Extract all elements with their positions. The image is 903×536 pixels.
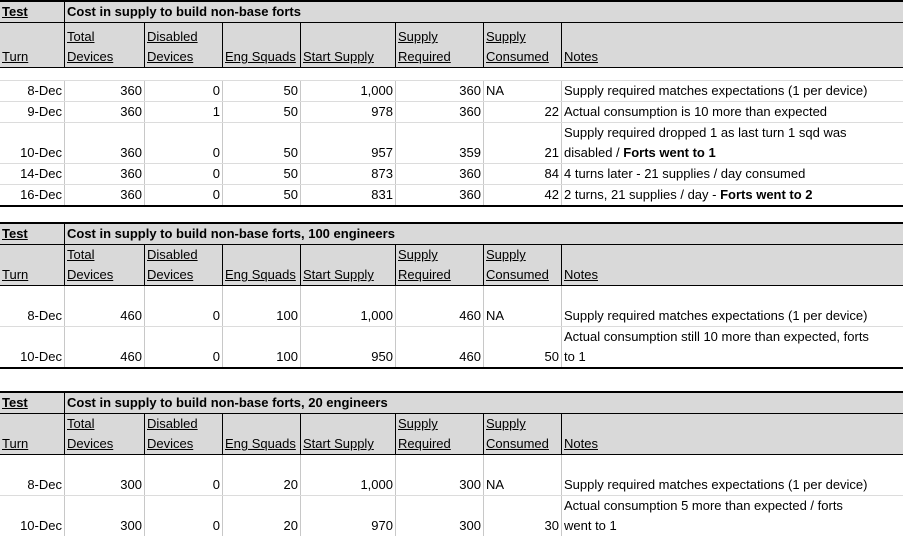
table-row <box>0 327 903 369</box>
disabled-devices-header: Disabled Devices <box>145 245 223 285</box>
supply-required-cell: 300 <box>396 455 484 495</box>
column-header-row <box>0 244 903 286</box>
table-row <box>0 496 903 536</box>
notes-cell <box>562 327 903 367</box>
start-supply-header: Start Supply <box>301 245 396 285</box>
notes-line-2: to 1 <box>564 349 586 364</box>
turn-cell: 9-Dec <box>0 102 65 122</box>
supply-consumed-cell: NA <box>484 455 562 495</box>
start-supply-cell: 1,000 <box>301 286 396 326</box>
section-gap <box>0 369 903 391</box>
supply-required-cell: 460 <box>396 286 484 326</box>
notes-header: Notes <box>562 245 903 285</box>
notes-header: Notes <box>562 414 903 454</box>
section-title-row <box>0 0 903 22</box>
notes-cell: Supply required matches expectations (1 per device) <box>564 308 868 323</box>
disabled-devices-cell: 0 <box>145 327 223 367</box>
table-row <box>0 185 903 207</box>
supply-consumed-cell: 84 <box>484 164 562 184</box>
supply-required-cell: 300 <box>396 496 484 536</box>
start-supply-cell: 873 <box>301 164 396 184</box>
total-devices-cell: 360 <box>65 123 145 163</box>
column-header-row <box>0 22 903 68</box>
start-supply-cell: 978 <box>301 102 396 122</box>
start-supply-cell: 957 <box>301 123 396 163</box>
total-devices-header: Total Devices <box>65 23 145 67</box>
notes-line-2: went to 1 <box>564 518 617 533</box>
supply-required-header: Supply Required <box>396 245 484 285</box>
turn-cell: 10-Dec <box>0 327 65 367</box>
disabled-devices-cell: 0 <box>145 123 223 163</box>
start-supply-cell: 1,000 <box>301 455 396 495</box>
total-devices-cell: 460 <box>65 286 145 326</box>
disabled-devices-cell: 0 <box>145 81 223 101</box>
disabled-devices-header: Disabled Devices <box>145 414 223 454</box>
disabled-devices-cell: 1 <box>145 102 223 122</box>
supply-consumed-header: Supply Consumed <box>484 414 562 454</box>
turn-cell: 10-Dec <box>0 123 65 163</box>
notes-cell <box>562 123 903 163</box>
supply-required-header: Supply Required <box>396 414 484 454</box>
table-row <box>0 102 903 123</box>
section-title-row <box>0 391 903 413</box>
test-section-1 <box>0 0 903 207</box>
notes-cell <box>562 496 903 536</box>
disabled-devices-cell: 0 <box>145 185 223 205</box>
total-devices-cell: 360 <box>65 81 145 101</box>
turn-header: Turn <box>0 245 65 285</box>
supply-required-cell: 360 <box>396 81 484 101</box>
notes-cell: Actual consumption is 10 more than expected <box>564 104 828 119</box>
test-section-2 <box>0 222 903 369</box>
supply-required-cell: 360 <box>396 102 484 122</box>
notes-line-2: disabled / Forts went to 1 <box>564 145 716 160</box>
eng-squads-header: Eng Squads <box>223 414 301 454</box>
total-devices-cell: 360 <box>65 185 145 205</box>
turn-header: Turn <box>0 414 65 454</box>
eng-squads-cell: 50 <box>223 102 301 122</box>
supply-consumed-cell: 50 <box>484 327 562 367</box>
start-supply-cell: 950 <box>301 327 396 367</box>
total-devices-cell: 300 <box>65 455 145 495</box>
start-supply-cell: 831 <box>301 185 396 205</box>
section-title-row <box>0 222 903 244</box>
section-title: Cost in supply to build non-base forts <box>65 2 903 22</box>
eng-squads-cell: 50 <box>223 123 301 163</box>
notes-cell: 4 turns later - 21 supplies / day consumed <box>564 166 806 181</box>
disabled-devices-cell: 0 <box>145 164 223 184</box>
disabled-devices-cell: 0 <box>145 496 223 536</box>
notes-line-1: Actual consumption 5 more than expected / forts <box>564 498 843 513</box>
eng-squads-cell: 50 <box>223 81 301 101</box>
supply-consumed-cell: NA <box>484 81 562 101</box>
eng-squads-cell: 50 <box>223 164 301 184</box>
section-title: Cost in supply to build non-base forts, 20 engineers <box>65 393 903 413</box>
table-row <box>0 164 903 185</box>
notes-cell: 2 turns, 21 supplies / day - Forts went to 2 <box>564 187 813 202</box>
column-header-row <box>0 413 903 455</box>
turn-cell: 8-Dec <box>0 81 65 101</box>
eng-squads-cell: 50 <box>223 185 301 205</box>
supply-consumed-header: Supply Consumed <box>484 245 562 285</box>
test-section-3 <box>0 391 903 536</box>
disabled-devices-cell: 0 <box>145 455 223 495</box>
start-supply-header: Start Supply <box>301 23 396 67</box>
table-row <box>0 455 903 496</box>
start-supply-cell: 1,000 <box>301 81 396 101</box>
total-devices-cell: 360 <box>65 164 145 184</box>
table-row <box>0 123 903 164</box>
spacer-row <box>0 68 903 81</box>
total-devices-cell: 460 <box>65 327 145 367</box>
turn-cell: 14-Dec <box>0 164 65 184</box>
test-label: Test <box>0 224 65 244</box>
supply-required-cell: 360 <box>396 164 484 184</box>
notes-line-1: Actual consumption still 10 more than expected, forts <box>564 329 869 344</box>
notes-header: Notes <box>562 23 903 67</box>
eng-squads-cell: 100 <box>223 286 301 326</box>
table-row <box>0 286 903 327</box>
notes-cell: Supply required matches expectations (1 per device) <box>564 477 868 492</box>
test-label: Test <box>0 2 65 22</box>
eng-squads-header: Eng Squads <box>223 23 301 67</box>
eng-squads-cell: 20 <box>223 455 301 495</box>
eng-squads-cell: 100 <box>223 327 301 367</box>
section-title: Cost in supply to build non-base forts, 100 engineers <box>65 224 903 244</box>
supply-consumed-cell: 30 <box>484 496 562 536</box>
turn-header: Turn <box>0 23 65 67</box>
supply-required-header: Supply Required <box>396 23 484 67</box>
section-gap <box>0 207 903 222</box>
notes-cell: Supply required matches expectations (1 per device) <box>564 83 868 98</box>
supply-required-cell: 359 <box>396 123 484 163</box>
supply-consumed-cell: NA <box>484 286 562 326</box>
total-devices-header: Total Devices <box>65 245 145 285</box>
notes-line-1: Supply required dropped 1 as last turn 1 sqd was <box>564 125 847 140</box>
supply-consumed-cell: 21 <box>484 123 562 163</box>
total-devices-cell: 360 <box>65 102 145 122</box>
table-row <box>0 81 903 102</box>
supply-required-cell: 360 <box>396 185 484 205</box>
start-supply-cell: 970 <box>301 496 396 536</box>
supply-consumed-header: Supply Consumed <box>484 23 562 67</box>
turn-cell: 8-Dec <box>0 286 65 326</box>
turn-cell: 16-Dec <box>0 185 65 205</box>
supply-consumed-cell: 42 <box>484 185 562 205</box>
total-devices-header: Total Devices <box>65 414 145 454</box>
eng-squads-header: Eng Squads <box>223 245 301 285</box>
total-devices-cell: 300 <box>65 496 145 536</box>
supply-required-cell: 460 <box>396 327 484 367</box>
turn-cell: 8-Dec <box>0 455 65 495</box>
test-label: Test <box>0 393 65 413</box>
supply-consumed-cell: 22 <box>484 102 562 122</box>
disabled-devices-header: Disabled Devices <box>145 23 223 67</box>
start-supply-header: Start Supply <box>301 414 396 454</box>
disabled-devices-cell: 0 <box>145 286 223 326</box>
turn-cell: 10-Dec <box>0 496 65 536</box>
eng-squads-cell: 20 <box>223 496 301 536</box>
